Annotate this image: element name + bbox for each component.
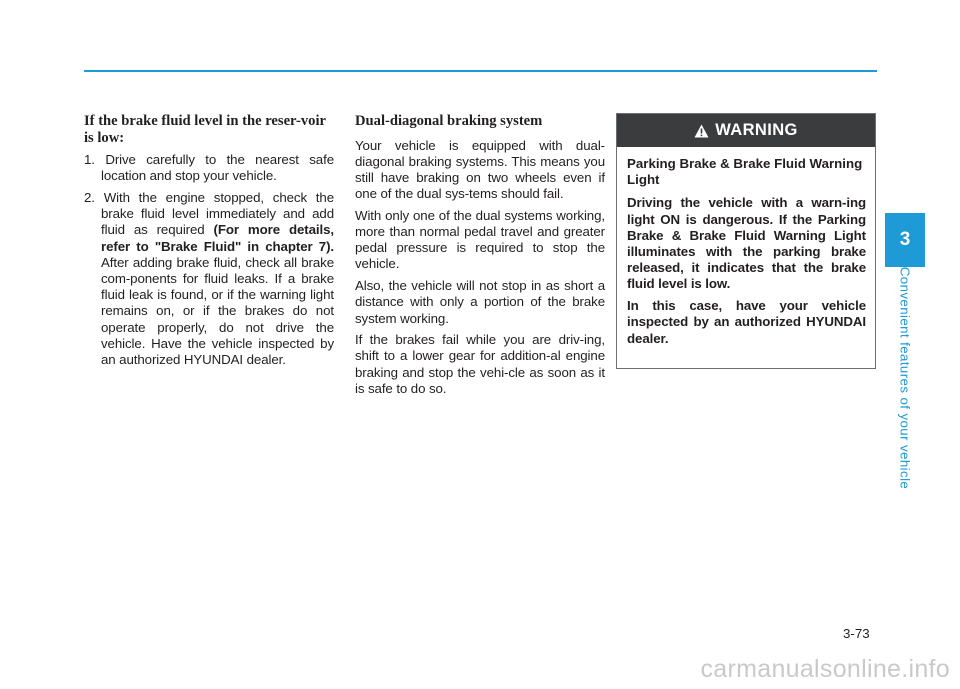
chapter-reference: (For more details, refer to "Brake Fluid" in chapter 7).: [101, 222, 334, 254]
chapter-title: Convenient features of your vehicle: [897, 266, 913, 490]
paragraph: If the brakes fail while you are driv-ing, shift to a lower gear for addition-al engine braking and stop the vehi-cle as soon as it is safe to do so.: [355, 332, 605, 396]
warning-triangle-icon: [694, 124, 709, 138]
section-heading-dual-diagonal: Dual-diagonal braking system: [355, 113, 543, 129]
dual-diagonal-section: [355, 113, 605, 403]
list-item-1: [84, 152, 334, 184]
warning-paragraph: In this case, have your vehicle inspected by an authorized HYUNDAI dealer.: [627, 298, 866, 346]
section-heading-low-fluid: If the brake fluid level in the reser-voir is low:: [84, 113, 326, 146]
list-text: Drive carefully to the nearest safe location and stop your vehicle.: [101, 152, 334, 184]
list-text: With the engine stopped, check the brake fluid level immediately and add fluid as required: [101, 189, 334, 238]
warning-header: [617, 114, 875, 147]
brake-fluid-low-section: [84, 113, 334, 374]
paragraph: Also, the vehicle will not stop in as short a distance with only a portion of the brake system working.: [355, 278, 605, 326]
warning-paragraph: Driving the vehicle with a warn-ing light ON is dangerous. If the Parking Brake & Brake Fluid Warning Light illuminates with the parking brake released, it indicates that the brake fluid level is low.: [627, 195, 866, 292]
list-item-2: [84, 190, 334, 368]
warning-body: [617, 147, 875, 347]
list-number: 2.: [84, 189, 95, 205]
list-text-continued: After adding brake fluid, check all brake com-ponents for fluid leaks. If a brake fluid leak is found, or if the warning light remains on, or if the brakes do not operate properly, do not drive the vehicle. Have the vehicle inspected by an authorized HYUNDAI dealer.: [101, 254, 334, 367]
warning-label: WARNING: [715, 121, 798, 139]
page-number: 3-73: [843, 626, 870, 641]
chapter-tab: 3: [885, 213, 925, 267]
header-rule: [84, 70, 877, 72]
paragraph: Your vehicle is equipped with dual-diagonal braking systems. This means you still have braking on two wheels even if one of the dual sys-tems should fail.: [355, 137, 605, 202]
warning-title: Parking Brake & Brake Fluid Warning Light: [627, 156, 863, 188]
paragraph: With only one of the dual systems working, more than normal pedal travel and greater pedal pressure is required to stop the vehicle.: [355, 207, 605, 272]
list-number: 1.: [84, 152, 95, 167]
watermark: carmanualsonline.info: [700, 655, 950, 683]
warning-box: [616, 113, 876, 369]
